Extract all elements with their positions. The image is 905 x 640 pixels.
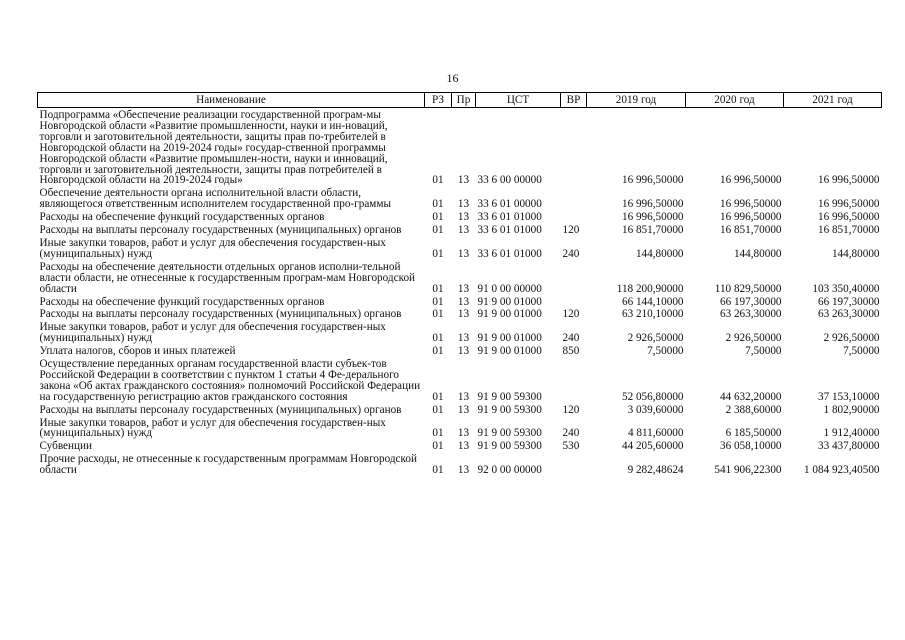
- row-pr: 13: [457, 174, 470, 187]
- table-row: [38, 223, 882, 236]
- row-vr: 240: [562, 247, 580, 260]
- row-cst: 91 9 00 01000: [477, 345, 542, 358]
- row-cst: 91 9 00 59300: [477, 403, 542, 416]
- row-value-2020: 144,80000: [733, 247, 782, 260]
- row-pr: 13: [457, 464, 470, 477]
- row-value-2020: 110 829,50000: [714, 282, 782, 295]
- row-vr: 120: [562, 308, 580, 321]
- row-pr: 13: [457, 345, 470, 358]
- row-value-2021: 16 996,50000: [817, 198, 880, 211]
- row-value-2019: 44 205,60000: [621, 440, 684, 453]
- row-pr: 13: [457, 403, 470, 416]
- col-header-vr: ВР: [561, 93, 587, 108]
- row-value-2020: 2 388,60000: [725, 403, 782, 416]
- row-value-2020: 16 851,70000: [719, 224, 782, 237]
- page-number: 16: [446, 71, 459, 85]
- row-rz: 01: [432, 198, 444, 211]
- table-row: [38, 295, 882, 308]
- table-row: [38, 307, 882, 320]
- table-row: [38, 403, 882, 416]
- row-vr: 850: [562, 345, 580, 358]
- table-row: [38, 186, 882, 210]
- row-vr: 530: [562, 440, 580, 453]
- row-pr: 13: [457, 427, 470, 440]
- row-cst: 91 0 00 00000: [477, 282, 542, 295]
- row-rz: 01: [432, 211, 444, 224]
- row-pr: 13: [457, 211, 470, 224]
- table-row: [38, 236, 882, 260]
- row-name: Осуществление переданных органам государственной власти субъек-тов Российской Федерации в соответствии с пунктом 1 статьи 4 Фе-дерального закона «Об актах гражданского состояния» полномочий Российской Федерации на государственную регистрацию актов гражданского состояния: [39, 358, 421, 403]
- row-cst: 91 9 00 01000: [477, 308, 542, 321]
- row-cst: 91 9 00 01000: [477, 295, 542, 308]
- row-value-2021: 1 084 923,40500: [803, 464, 880, 477]
- row-cst: 33 6 01 01000: [477, 224, 542, 237]
- row-vr: 120: [562, 403, 580, 416]
- col-header-2019: 2019 год: [587, 93, 686, 108]
- row-value-2021: 63 263,30000: [817, 308, 880, 321]
- row-vr: [561, 452, 587, 476]
- row-value-2020: 36 058,10000: [719, 440, 782, 453]
- row-name: Субвенции: [39, 440, 92, 453]
- row-pr: 13: [457, 247, 470, 260]
- row-value-2019: 63 210,10000: [621, 308, 684, 321]
- row-vr: [561, 260, 587, 295]
- row-value-2019: 3 039,60000: [627, 403, 684, 416]
- row-cst: 33 6 00 00000: [477, 174, 542, 187]
- row-value-2019: 66 144,10000: [621, 295, 684, 308]
- row-name: Расходы на выплаты персоналу государственных (муниципальных) органов: [39, 224, 402, 237]
- row-rz: 01: [432, 247, 444, 260]
- row-vr: [561, 295, 587, 308]
- table-row: [38, 210, 882, 223]
- row-value-2019: 9 282,48624: [627, 464, 684, 477]
- row-pr: 13: [457, 332, 470, 345]
- row-value-2021: 1 802,90000: [823, 403, 880, 416]
- row-name: Иные закупки товаров, работ и услуг для обеспечения государствен-ных (муниципальных) нужд: [39, 321, 386, 345]
- row-value-2020: 7,50000: [745, 345, 782, 358]
- row-value-2021: 66 197,30000: [817, 295, 880, 308]
- row-vr: [561, 186, 587, 210]
- row-name: Уплата налогов, сборов и иных платежей: [39, 345, 236, 358]
- row-name: Расходы на выплаты персоналу государственных (муниципальных) органов: [39, 403, 402, 416]
- row-name: Расходы на обеспечение деятельности отдельных органов исполни-тельной власти области, не отнесенные к государственным програм-мам Новгородской области: [39, 260, 416, 295]
- row-rz: 01: [432, 403, 444, 416]
- row-value-2020: 16 996,50000: [719, 174, 782, 187]
- row-cst: 92 0 00 00000: [477, 464, 542, 477]
- col-header-rz: РЗ: [425, 93, 452, 108]
- row-value-2021: 16 996,50000: [817, 174, 880, 187]
- row-rz: 01: [432, 332, 444, 345]
- row-value-2020: 16 996,50000: [719, 198, 782, 211]
- row-value-2019: 52 056,80000: [621, 390, 684, 403]
- row-rz: 01: [432, 174, 444, 187]
- row-rz: 01: [432, 390, 444, 403]
- table-body: [38, 108, 882, 477]
- row-cst: 33 6 01 01000: [477, 211, 542, 224]
- table-row: [38, 452, 882, 476]
- budget-table: [37, 92, 882, 476]
- row-pr: 13: [457, 224, 470, 237]
- row-value-2019: 2 926,50000: [627, 332, 684, 345]
- row-value-2020: 66 197,30000: [719, 295, 782, 308]
- row-value-2019: 16 996,50000: [621, 211, 684, 224]
- row-value-2020: 2 926,50000: [725, 332, 782, 345]
- row-value-2019: 4 811,60000: [627, 427, 684, 440]
- row-value-2019: 118 200,90000: [616, 282, 684, 295]
- table-row: [38, 357, 882, 403]
- row-name: Расходы на выплаты персоналу государственных (муниципальных) органов: [39, 308, 402, 321]
- table-row: [38, 108, 882, 187]
- row-rz: 01: [432, 308, 444, 321]
- row-value-2021: 16 851,70000: [817, 224, 880, 237]
- row-rz: 01: [432, 427, 444, 440]
- row-value-2021: 103 350,40000: [812, 282, 880, 295]
- row-pr: 13: [457, 440, 470, 453]
- row-value-2020: 16 996,50000: [719, 211, 782, 224]
- row-value-2019: 16 851,70000: [621, 224, 684, 237]
- row-cst: 91 9 00 59300: [477, 427, 542, 440]
- row-name: Расходы на обеспечение функций государственных органов: [39, 211, 325, 224]
- table-row: [38, 320, 882, 344]
- row-value-2021: 33 437,80000: [817, 440, 880, 453]
- row-pr: 13: [457, 282, 470, 295]
- row-vr: 120: [562, 224, 580, 237]
- row-cst: 91 9 00 59300: [477, 390, 542, 403]
- row-value-2021: 37 153,10000: [817, 390, 880, 403]
- row-pr: 13: [457, 295, 470, 308]
- row-rz: 01: [432, 440, 444, 453]
- row-cst: 33 6 01 01000: [477, 247, 542, 260]
- row-value-2021: 7,50000: [843, 345, 880, 358]
- row-cst: 91 9 00 01000: [477, 332, 542, 345]
- row-name: Иные закупки товаров, работ и услуг для обеспечения государствен-ных (муниципальных) нужд: [39, 236, 386, 260]
- row-value-2021: 16 996,50000: [817, 211, 880, 224]
- row-name: Прочие расходы, не отнесенные к государственным программам Новгородской области: [39, 453, 417, 477]
- row-value-2019: 16 996,50000: [621, 174, 684, 187]
- row-rz: 01: [432, 464, 444, 477]
- col-header-name: Наименование: [38, 93, 425, 108]
- row-value-2019: 7,50000: [647, 345, 684, 358]
- row-pr: 13: [457, 198, 470, 211]
- row-name: Подпрограмма «Обеспечение реализации государственной програм-мы Новгородской области «Развитие промышленности, науки и ин-новаций, торговли и заготовительной деятельности, защиты прав по-требителей в Новгородской области на 2019-2024 годы» государ-ственной программы Новгородской области «Развитие промышлен-ности, науки и инноваций, торговли и заготовительной деятельности, защиты прав потребителей в Новгородской области на 2019-2024 годы»: [39, 109, 388, 187]
- row-vr: [561, 357, 587, 403]
- row-value-2021: 144,80000: [831, 247, 880, 260]
- row-value-2021: 2 926,50000: [823, 332, 880, 345]
- row-pr: 13: [457, 390, 470, 403]
- row-value-2020: 44 632,20000: [719, 390, 782, 403]
- row-pr: 13: [457, 308, 470, 321]
- table-header-row: [38, 93, 882, 108]
- col-header-pr: Пр: [452, 93, 476, 108]
- row-value-2020: 541 906,22300: [714, 464, 782, 477]
- row-cst: 91 9 00 59300: [477, 440, 542, 453]
- table-row: [38, 344, 882, 357]
- row-rz: 01: [432, 224, 444, 237]
- row-rz: 01: [432, 345, 444, 358]
- col-header-cst: ЦСТ: [476, 93, 561, 108]
- col-header-2020: 2020 год: [686, 93, 784, 108]
- row-value-2020: 6 185,50000: [725, 427, 782, 440]
- row-name: Обеспечение деятельности органа исполнительной власти области, являющегося ответственным исполнителем государственной про-граммы: [39, 187, 391, 211]
- row-vr: [561, 210, 587, 223]
- row-value-2019: 144,80000: [635, 247, 684, 260]
- table-row: [38, 416, 882, 440]
- table-row: [38, 439, 882, 452]
- row-vr: [561, 108, 587, 187]
- row-vr: 240: [562, 332, 580, 345]
- row-cst: 33 6 01 00000: [477, 198, 542, 211]
- row-name: Иные закупки товаров, работ и услуг для обеспечения государствен-ных (муниципальных) нужд: [39, 416, 386, 440]
- col-header-2021: 2021 год: [784, 93, 882, 108]
- row-value-2020: 63 263,30000: [719, 308, 782, 321]
- row-value-2019: 16 996,50000: [621, 198, 684, 211]
- row-rz: 01: [432, 295, 444, 308]
- row-value-2021: 1 912,40000: [823, 427, 880, 440]
- table-row: [38, 260, 882, 295]
- row-name: Расходы на обеспечение функций государственных органов: [39, 295, 325, 308]
- row-vr: 240: [562, 427, 580, 440]
- row-rz: 01: [432, 282, 444, 295]
